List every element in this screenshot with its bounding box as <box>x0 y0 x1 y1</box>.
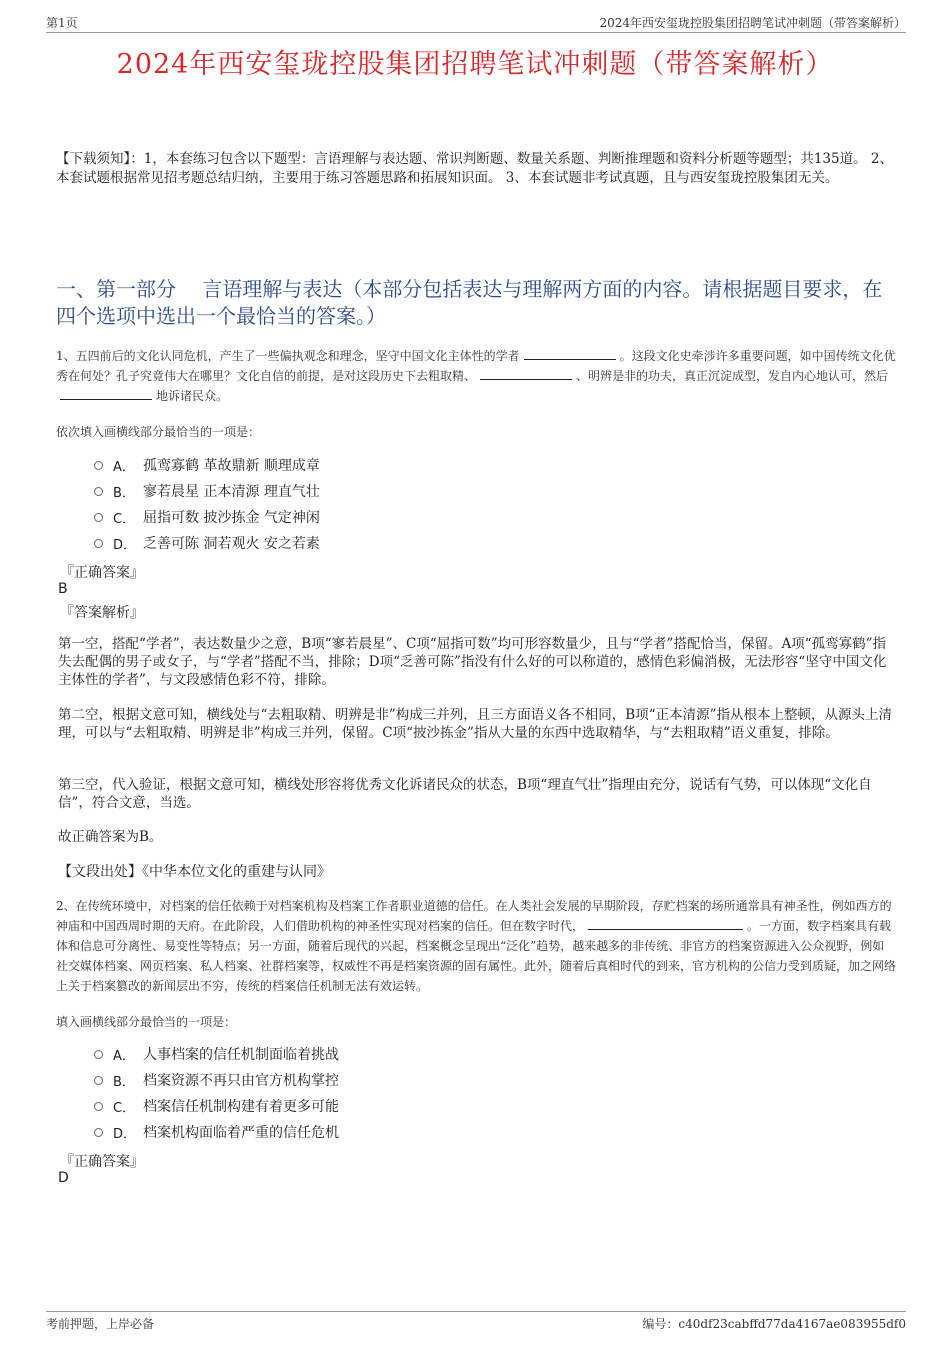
option-text: 人事档案的信任机制面临着挑战 <box>143 1047 339 1063</box>
question-1-text-b: 。这段文化史牵涉许多重要问题，如中国传统文化优秀在何处？孔子究竟伟大在哪里？文化自信的前提，是对这段历史下去粗取精、 <box>56 349 896 383</box>
question-2-options <box>94 1041 339 1145</box>
answer-blank <box>588 917 743 930</box>
analysis-paragraph-3: 第三空，代入验证，根据文意可知，横线处形容将优秀文化诉诸民众的状态，B项“理直气壮”指理由充分，说话有气势，可以体现“文化自信”，符合文意，当选。 <box>58 777 872 811</box>
analysis-label: 『答案解析』 <box>60 605 144 621</box>
radio-button[interactable] <box>94 1076 103 1085</box>
question-1-text-d: 地诉诸民众。 <box>156 389 229 403</box>
option-letter: A． <box>113 459 135 475</box>
option-c[interactable] <box>94 1093 339 1119</box>
analysis-paragraph-1: 第一空，搭配“学者”，表达数量少之意，B项“寥若晨星”、C项“屈指可数”均可形容数量少，且与“学者”搭配恰当，保留。A项“孤鸾寡鹤”指失去配偶的男子或女子，与“学者”搭配不当，排除；D项“乏善可陈”指没有什么好的可以称道的，感情色彩偏消极，无法形容“坚守中国文化主体性的学者”，与文段感情色彩不符，排除。 <box>58 636 887 688</box>
option-text: 寥若晨星 正本清源 理直气壮 <box>143 484 320 500</box>
footer-slogan: 考前押题，上岸必备 <box>46 1317 155 1331</box>
analysis-paragraph-2: 第二空，根据文意可知，横线处与“去粗取精、明辨是非”构成三并列，且三方面语义各不相同，B项“正本清源”指从根本上整顿，从源头上清理，可以与“去粗取精、明辨是非”构成三并列，保留。C项“披沙拣金”指从大量的东西中选取精华，与“去粗取精”语义重复，排除。 <box>58 707 893 741</box>
radio-button[interactable] <box>94 539 103 548</box>
option-letter: A． <box>113 1048 135 1064</box>
page-header <box>46 12 906 33</box>
running-title: 2024年西安玺珑控股集团招聘笔试冲刺题（带答案解析） <box>599 16 906 30</box>
option-d[interactable] <box>94 1119 339 1145</box>
option-a[interactable] <box>94 452 320 478</box>
option-letter: D． <box>113 1126 137 1142</box>
question-1-text-a: 1、五四前后的文化认同危机，产生了一些偏执观念和理念，坚守中国文化主体性的学者 <box>56 349 520 363</box>
answer-blank <box>524 347 616 360</box>
question-1-options <box>94 452 320 556</box>
download-notice: 【下载须知】：1，本套练习包含以下题型：言语理解与表达题、常识判断题、数量关系题、判断推理题和资料分析题等题型；共135道。 2、本套试题根据常见招考题总结归纳，主要用于练习答题思路和拓展知识面。 3、本套试题非考试真题，且与西安玺珑控股集团无关。 <box>56 151 893 186</box>
analysis-conclusion: 故正确答案为B。 <box>58 829 163 845</box>
correct-answer: D <box>58 1170 69 1186</box>
question-2-stem <box>56 896 896 996</box>
answer-blank <box>60 387 152 400</box>
question-1-text-c: 、明辨是非的功夫，真正沉淀成型，发自内心地认可，然后 <box>576 369 889 383</box>
option-text: 屈指可数 披沙拣金 气定神闲 <box>143 510 320 526</box>
radio-button[interactable] <box>94 1128 103 1137</box>
correct-answer-label: 『正确答案』 <box>60 565 144 581</box>
document-title: 2024年西安玺珑控股集团招聘笔试冲刺题（带答案解析） <box>116 49 834 80</box>
question-1-prompt: 依次填入画横线部分最恰当的一项是： <box>56 425 261 439</box>
option-letter: B． <box>113 485 135 501</box>
question-2-text-a: 2、在传统环境中，对档案的信任依赖于对档案机构及档案工作者职业道德的信任。在人类社会发展的早期阶段，存贮档案的场所通常具有神圣性，例如西方的神庙和中国西周时期的天府。在此阶段，人们借助机构的神圣性实现对档案的信任。但在数字时代， <box>56 899 892 933</box>
option-text: 档案机构面临着严重的信任危机 <box>143 1125 339 1141</box>
option-b[interactable] <box>94 478 320 504</box>
question-2-text-b: 。一方面，数字档案具有载体和信息可分离性、易变性等特点；另一方面，随着后现代的兴起，档案概念呈现出“泛化”趋势，越来越多的非传统、非官方的档案资源进入公众视野，例如社交媒体档案、网页档案、私人档案、社群档案等，权威性不再是档案资源的固有属性。此外，随着后真相时代的到来，官方机构的公信力受到质疑，加之网络上关于档案篡改的新闻层出不穷，传统的档案信任机制无法有效运转。 <box>56 919 897 993</box>
radio-button[interactable] <box>94 487 103 496</box>
radio-button[interactable] <box>94 1050 103 1059</box>
option-a[interactable] <box>94 1041 339 1067</box>
question-1-stem <box>56 346 896 406</box>
option-letter: B． <box>113 1074 135 1090</box>
option-text: 乏善可陈 洞若观火 安之若素 <box>143 536 320 552</box>
option-b[interactable] <box>94 1067 339 1093</box>
page-footer <box>46 1311 906 1334</box>
radio-button[interactable] <box>94 1102 103 1111</box>
section-heading: 一、第一部分 言语理解与表达（本部分包括表达与理解两方面的内容。请根据题目要求，在四个选项中选出一个最恰当的答案。） <box>56 277 883 328</box>
option-letter: C． <box>113 1100 136 1116</box>
radio-button[interactable] <box>94 461 103 470</box>
option-letter: C． <box>113 511 136 527</box>
option-c[interactable] <box>94 504 320 530</box>
radio-button[interactable] <box>94 513 103 522</box>
correct-answer: B <box>58 581 68 597</box>
option-letter: D． <box>113 537 137 553</box>
option-text: 档案资源不再只由官方机构掌控 <box>143 1073 339 1089</box>
question-2-prompt: 填入画横线部分最恰当的一项是： <box>56 1015 237 1029</box>
passage-source: 【文段出处】《中华本位文化的重建与认同》 <box>58 864 331 880</box>
document-serial: 编号：c40df23cabffd77da4167ae083955df0 <box>642 1317 906 1331</box>
answer-blank <box>480 367 572 380</box>
option-d[interactable] <box>94 530 320 556</box>
option-text: 孤鸾寡鹤 革故鼎新 顺理成章 <box>143 458 320 474</box>
correct-answer-label: 『正确答案』 <box>60 1154 144 1170</box>
option-text: 档案信任机制构建有着更多可能 <box>143 1099 339 1115</box>
page-number: 第1页 <box>46 16 78 30</box>
